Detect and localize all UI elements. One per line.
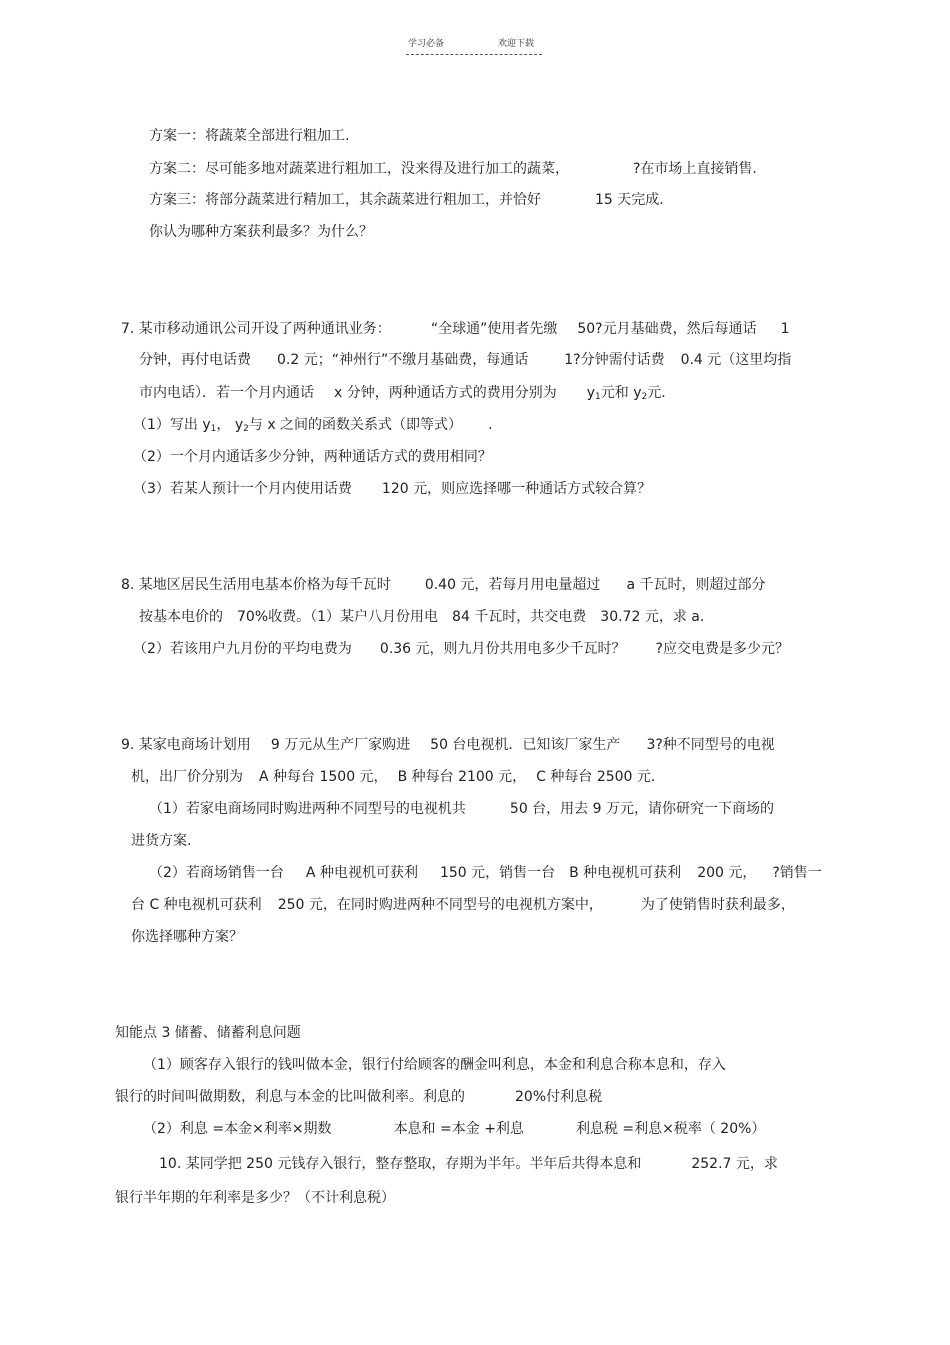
q8-text: 30.72 元，求 a. (600, 609, 705, 625)
q7-text: 市内电话）．若一个月内通话 (139, 385, 314, 401)
q7-text: 50?元月基础费，然后每通话 (577, 321, 757, 337)
q7-text: （3）若某人预计一个月内使用话费 (133, 481, 352, 497)
q7-text: x 分钟，两种通话方式的费用分别为 (334, 385, 557, 401)
q8-text: 按基本电价的 (139, 609, 223, 625)
q7-text: （1）写出 y (133, 417, 211, 433)
header-rule (406, 54, 542, 55)
header-left: 学习必备 (408, 39, 445, 49)
q7-text: 元. (647, 385, 666, 401)
q9-text: A 种每台 1500 元， (259, 769, 388, 785)
section-title: 知能点 3 储蓄、储蓄利息问题 (115, 1025, 301, 1041)
q9-text: 9 万元从生产厂家购进 (270, 737, 411, 753)
header-right: 欢迎下载 (498, 39, 535, 49)
q8-text: a 千瓦时，则超过部分 (626, 577, 766, 593)
q7-text: y (586, 385, 596, 401)
q9-text: 200 元， (697, 865, 757, 881)
k3-text: 银行的时间叫做期数，利息与本金的比叫做利率。利息的 (115, 1089, 465, 1105)
q9-text: B 种每台 2100 元， (397, 769, 527, 785)
q8-text: ?应交电费是多少元？ (655, 641, 789, 657)
q9-text: 3?种不同型号的电视 (646, 737, 775, 753)
k3-text: （2）利息 =本金×利率×期数 (143, 1121, 332, 1137)
q9-text: C 种每台 2500 元. (536, 769, 656, 785)
q8-text: 8. 某地区居民生活用电基本价格为每千瓦时 (121, 577, 391, 593)
q7-text: 与 x 之间的函数关系式（即等式） (248, 417, 463, 433)
q8-line-1 (121, 576, 765, 594)
q9-text: （1）若家电商场同时购进两种不同型号的电视机共 (149, 801, 466, 817)
q7-subscript: 2 (641, 392, 648, 402)
k3-text: 20%付利息税 (515, 1089, 603, 1105)
q9-text: A 种电视机可获利 (305, 865, 418, 881)
k3-formulas (143, 1120, 765, 1138)
q9-text: 150 元，销售一台 (439, 865, 556, 881)
q7-subscript: 1 (595, 392, 601, 402)
q9-line-2 (131, 768, 655, 786)
q9-text: （2）若商场销售一台 (149, 865, 284, 881)
q7-text: “全球通”使用者先缴 (430, 321, 558, 337)
q7-text: 120 元，则应选择哪一种通话方式较合算？ (381, 481, 652, 497)
q7-text: 7. 某市移动通讯公司开设了两种通讯业务： (121, 321, 391, 337)
q9-text: 250 元，在同时购进两种不同型号的电视机方案中， (277, 897, 603, 913)
q9-part-2 (149, 864, 822, 882)
q7-part-1 (133, 416, 493, 438)
q8-text: 70%收费。（1）某户八月份用电 (237, 609, 439, 625)
q7-part-2: （2）一个月内通话多少分钟，两种通话方式的费用相同？ (133, 449, 492, 465)
q9-text: 为了使销售时获利最多， (640, 897, 795, 913)
q7-subscript: 1 (210, 424, 217, 434)
q9-part-2-cont (131, 896, 795, 914)
k3-item-1-cont (115, 1088, 602, 1106)
q8-text: （2）若该用户九月份的平均电费为 (133, 641, 352, 657)
q7-line-3 (139, 384, 666, 406)
q8-text: 0.40 元，若每月用电量超过 (424, 577, 601, 593)
q7-part-3 (133, 480, 651, 498)
q7-text: . (488, 417, 493, 433)
plan-one: 方案一：将蔬菜全部进行粗加工. (149, 128, 350, 144)
plan-three (149, 191, 664, 209)
q7-text: ， y (216, 417, 244, 433)
q10-text: 10. 某同学把 250 元钱存入银行，整存整取，存期为半年。半年后共得本息和 (159, 1156, 642, 1172)
q9-text: 50 台，用去 9 万元，请你研究一下商场的 (509, 801, 774, 817)
plan-two (149, 160, 757, 178)
q8-text: 84 千瓦时，共交电费 (452, 609, 587, 625)
q9-text: 机，出厂价分别为 (131, 769, 243, 785)
q9-part-1 (149, 800, 774, 818)
q7-text: 分钟，再付电话费 (139, 352, 251, 368)
q7-text: 0.4 元（这里均指 (680, 352, 792, 368)
plan-two-text: 方案二：尽可能多地对蔬菜进行粗加工，没来得及进行加工的蔬菜， (149, 161, 569, 177)
k3-text: 利息税 =利息×税率（ 20%） (575, 1121, 766, 1137)
q7-text: 0.2 元；“神州行”不缴月基础费，每通话 (277, 352, 529, 368)
q8-text: 0.36 元，则九月份共用电多少千瓦时？ (379, 641, 626, 657)
k3-text: 本息和 =本金 +利息 (393, 1121, 524, 1137)
q8-line-2 (139, 608, 704, 626)
q7-text: 1?分钟需付话费 (564, 352, 665, 368)
q9-text: 台 C 种电视机可获利 (131, 897, 262, 913)
q10-line-2: 银行半年期的年利率是多少？（不计利息税） (115, 1190, 395, 1206)
q9-text: 50 台电视机．已知该厂家生产 (430, 737, 621, 753)
q10-line-1 (159, 1155, 778, 1173)
q7-text: 元和 y (600, 385, 642, 401)
q9-part-1-cont: 进货方案. (131, 833, 192, 849)
q9-text: 9. 某家电商场计划用 (121, 737, 251, 753)
q10-text: 252.7 元，求 (691, 1156, 778, 1172)
q9-text: B 种电视机可获利 (569, 865, 682, 881)
q8-part-2 (133, 640, 789, 658)
q9-text: ?销售一 (772, 865, 822, 881)
q9-part-2-end: 你选择哪种方案？ (131, 929, 243, 945)
k3-item-1: （1）顾客存入银行的钱叫做本金，银行付给顾客的酬金叫利息，本金和利息合称本息和，存入 (143, 1057, 726, 1073)
plan-three-text: 方案三：将部分蔬菜进行精加工，其余蔬菜进行粗加工，并恰好 (149, 192, 541, 208)
plan-two-tail: ?在市场上直接销售. (633, 161, 757, 177)
plan-question: 你认为哪种方案获利最多？为什么？ (149, 224, 373, 240)
q7-subscript: 2 (243, 424, 249, 434)
q9-line-1 (121, 736, 775, 754)
plan-three-tail: 15 天完成. (595, 192, 664, 208)
q7-line-1 (121, 320, 790, 338)
q7-text: 1 (780, 321, 790, 337)
q7-line-2 (139, 351, 791, 369)
